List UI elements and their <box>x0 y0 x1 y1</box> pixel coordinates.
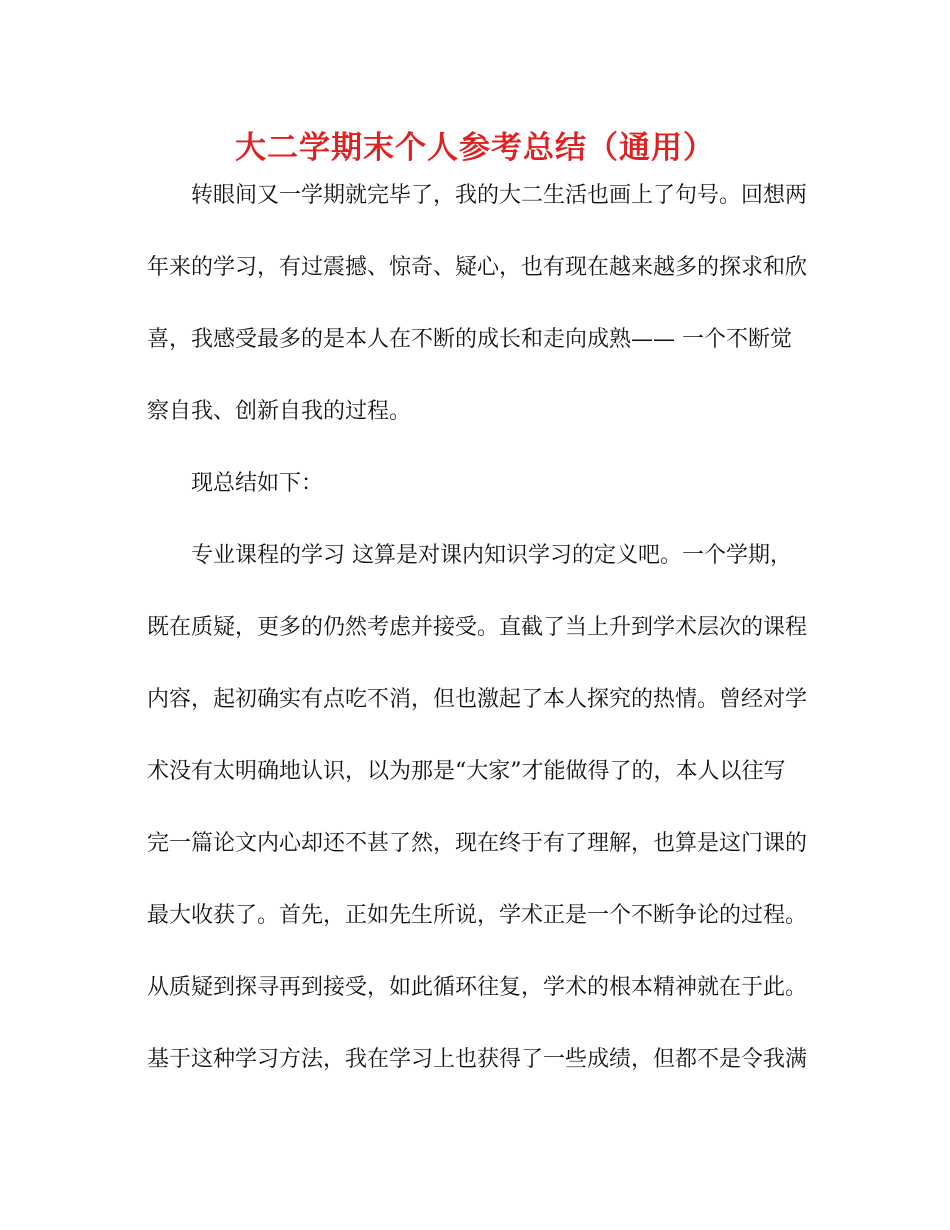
text-line: 完一篇论文内心却还不甚了然，现在终于有了理解，也算是这门课的 <box>147 831 808 856</box>
text-line: 专业课程的学习 这算是对课内知识学习的定义吧。一个学期， <box>191 543 792 568</box>
text-line: 既在质疑，更多的仍然考虑并接受。直截了当上升到学术层次的课程 <box>147 615 808 640</box>
text-line: 术没有太明确地认识，以为那是“大家”才能做得了的，本人以往写 <box>147 759 786 784</box>
text-line: 察自我、创新自我的过程。 <box>147 399 412 424</box>
text-line: 最大收获了。首先，正如先生所说，学术正是一个不断争论的过程。 <box>147 903 808 928</box>
document-title: 大二学期末个人参考总结（通用） <box>235 130 715 166</box>
text-line: 从质疑到探寻再到接受，如此循环往复，学术的根本精神就在于此。 <box>147 975 808 1000</box>
text-line: 年来的学习，有过震撼、惊奇、疑心，也有现在越来越多的探求和欣 <box>147 255 808 280</box>
document-body <box>147 160 807 1096</box>
text-line: 现总结如下： <box>191 471 324 496</box>
text-line: 转眼间又一学期就完毕了，我的大二生活也画上了句号。回想两 <box>191 183 808 208</box>
text-line: 基于这种学习方法，我在学习上也获得了一些成绩，但都不是令我满 <box>147 1047 808 1072</box>
text-line: 喜，我感受最多的是本人在不断的成长和走向成熟—— 一个不断觉 <box>147 327 792 352</box>
text-line: 内容，起初确实有点吃不消，但也激起了本人探究的热情。曾经对学 <box>147 687 808 712</box>
